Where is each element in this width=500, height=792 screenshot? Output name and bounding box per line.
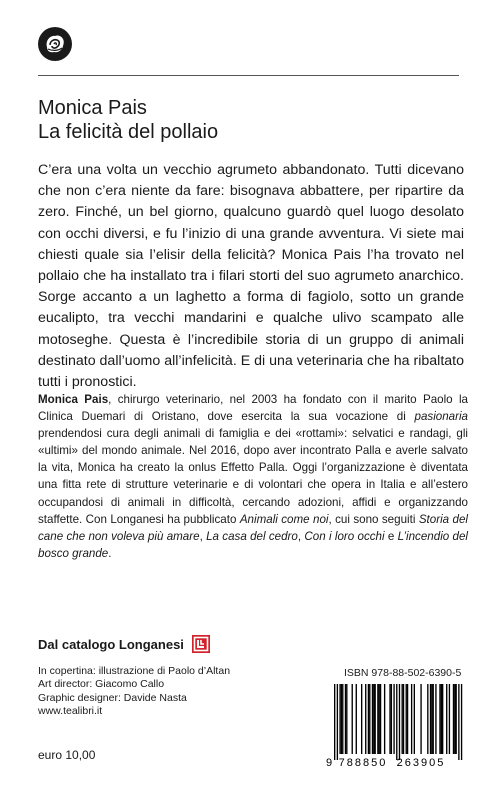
barcode-bar [345,684,346,754]
barcode-bar [446,684,447,754]
credits [38,665,230,719]
barcode-bar [430,684,431,754]
barcode-right-digits: 263905 [396,757,446,769]
barcode-bar [414,684,415,754]
barcode-bar [379,684,380,754]
barcode-bar [356,684,357,754]
barcode-first-digit: 9 [326,757,333,769]
barcode-bar [339,684,340,754]
barcode-bar [420,684,421,754]
barcode-bar [384,684,385,754]
bio-text: , [297,529,305,543]
barcode-bar [375,684,376,754]
barcode-bar [377,684,378,754]
book-reference: Animali come noi [239,512,329,526]
barcode-bar [453,684,454,754]
barcode-bar [403,684,404,754]
barcode-bar [456,684,457,754]
barcode-bar [352,684,353,754]
blurb-text: C’era una volta un vecchio agrumeto abbandonato. Tutti dicevano che non c’era niente da fare: bisognava abbattere, per ripartire da zero. Finché, un bel giorno, qualcuno guardò quel luogo desolato con occhi diversi, e fu l’inizio di una grande avventura. Vi siete mai chiesti quale sia l’elisir della felicità? Monica Pais l’ha trovato nel pollaio che ha installato tra i filari storti del suo agrumeto anarchico. Sorge accanto a un laghetto a forma di fagiolo, sotto un grande eucalipto, tra vecchi mandarini e qualche ulivo scampato alle motoseghe. Questa è l’incredibile storia di un gruppo di animali destinato dall’uomo all’infelicità. E di una veterinaria che ha ribaltato tutti i pronostici. [38,162,464,391]
bio-text: e [384,529,398,543]
bio-text: , chirurgo veterinario, nel 2003 ha fondato con il marito Paolo la Clinica Duemari di Oristano, dove esercita la sua vocazione di [38,393,468,424]
barcode-bar [373,684,374,754]
barcode-bar [407,684,408,754]
barcode-bar [393,684,394,754]
barcode-bar [391,684,392,754]
barcode-bar [442,684,443,754]
barcode-bar [372,684,373,754]
credit-art-director: Art director: Giacomo Callo [38,678,165,691]
bio-text: , cui sono seguiti [328,512,419,526]
barcode-bar [369,684,370,754]
barcode-bar [342,684,343,754]
barcode-bar [365,684,366,754]
barcode-bar [337,684,338,760]
credit-graphic-designer: Graphic designer: Davide Nasta [38,691,187,704]
barcode-bar [399,684,400,760]
barcode-left-digits: 788850 [338,757,388,769]
longanesi-logo-icon [192,635,210,653]
barcode-bar [368,684,369,754]
book-title: La felicità del pollaio [38,121,219,143]
book-reference: La casa del cedro [206,529,298,543]
catalog-line [38,635,210,653]
barcode-bar [341,684,342,754]
bio-text: prendendosi cura degli animali di famiglia e dei «rottami»: selvatici e randagi, gli «ultimi» del mondo animale. Nel 2016, dopo aver incontrato Palla e averle salvato la vita, Monica ha creato la onlus Effetto Palla. Oggi l’organizzazione è diventata una fitta rete di strutture veterinarie e di volontari che opera in Italia e all’estero occupandosi di animali in difficoltà, cercando adozioni, affidi e organizzando staffette. Con Longanesi ha pubblicato [38,427,468,526]
book-reference: Con i loro occhi [304,529,385,543]
barcode-bar [396,684,397,760]
barcode-bar [458,684,459,760]
barcode-bar [406,684,407,754]
barcode-bar [433,684,434,754]
credit-cover: In copertina: illustrazione di Paolo d’Altan [38,665,231,677]
barcode-bar [461,684,462,760]
bio-text: . [108,546,112,560]
bio-text: , [199,529,207,543]
bio-author-name: Monica Pais [38,393,109,406]
price: euro 10,00 [38,748,96,762]
barcode-bar [361,684,362,754]
publisher-website: www.tealibri.it [38,705,103,718]
author-bio [38,391,468,562]
barcode [323,684,463,770]
isbn: ISBN 978-88-502-6390-5 [344,667,462,679]
header-divider [38,75,459,76]
barcode-bar [435,684,436,754]
book-reference: L’incendio del bosco grande [38,529,468,560]
author-name: Monica Pais [38,97,147,119]
book-reference: Storia del cane che non voleva più amare [38,512,468,543]
catalog-label: Dal catalogo Longanesi [38,636,184,652]
barcode-bar [441,684,442,754]
barcode-bar [439,684,440,754]
bio-italic-text: pasionaria [414,410,468,424]
rose-icon [38,27,72,61]
barcode-bar [346,684,347,754]
barcode-bar [380,684,381,754]
title-block [38,96,218,144]
barcode-bar [389,684,390,754]
barcode-bar [402,684,403,754]
barcode-bar [334,684,335,760]
barcode-bar [411,684,412,754]
barcode-bar [431,684,432,754]
barcode-bar [454,684,455,754]
barcode-bar [449,684,450,754]
barcode-bar [427,684,428,754]
